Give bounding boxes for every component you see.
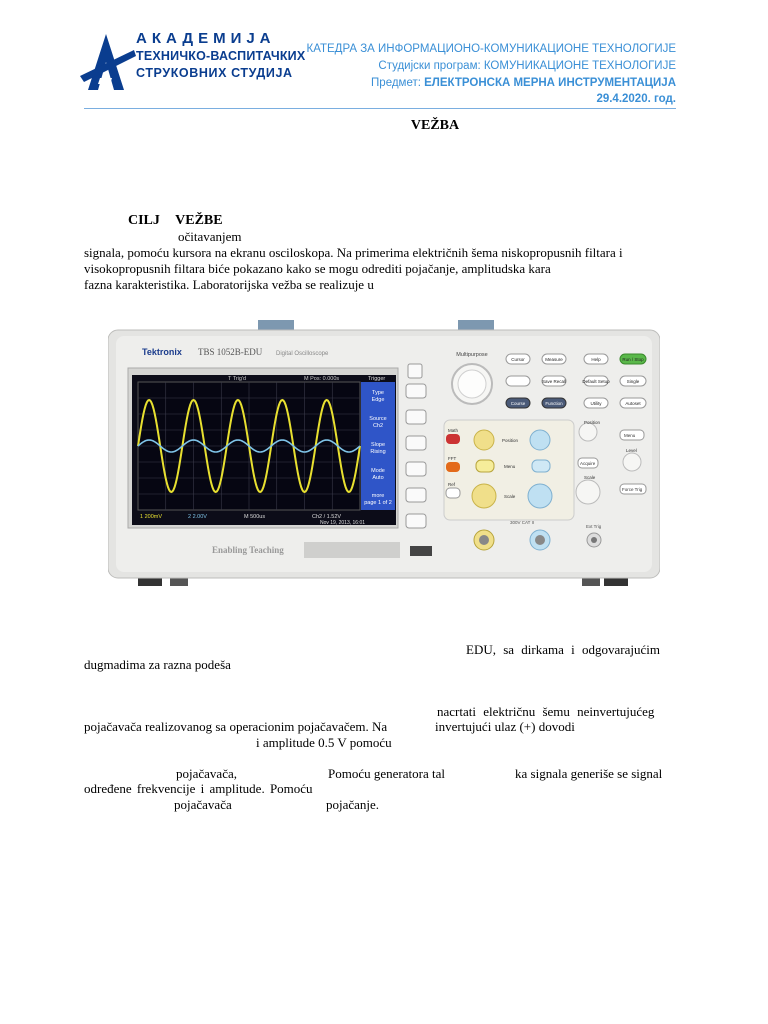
scope-readout-trigger: Ch2 / 1.52V xyxy=(312,514,342,520)
scope-menu-item-1-value: Edge xyxy=(371,397,385,403)
scope-menu-item-2-value: Ch2 xyxy=(372,423,384,429)
scope-menu-item-1-title: Type xyxy=(372,390,384,396)
logo-line-academy: АКАДЕМИЈА xyxy=(136,30,276,47)
goal-heading: CILJ VEŽBE xyxy=(128,213,223,228)
scope-label-level: Level xyxy=(626,448,637,453)
scope-label-h-position: Position xyxy=(584,420,601,425)
scope-menu-item-3-value: Rising xyxy=(370,449,386,455)
scope-button-utility: Utility xyxy=(590,401,602,406)
scope-model: TBS 1052B-EDU xyxy=(198,347,263,357)
body-fragment-1: EDU, sa dirkama i odgovarajućim xyxy=(466,642,660,657)
scope-menu-item-4-value: Auto xyxy=(372,475,384,481)
scope-button-default-setup: Default Setup xyxy=(582,379,610,384)
body-fragment-8: Pomoću generatora tal xyxy=(328,766,445,781)
scope-label-fft: FFT xyxy=(448,456,457,461)
body-fragment-2: dugmadima za razna podeša xyxy=(84,657,231,672)
scope-mpos: M Pos: 0.000s xyxy=(304,376,340,382)
body-fragment-7: pojačavača, xyxy=(176,766,237,781)
scope-brand: Tektronix xyxy=(142,347,182,357)
body-fragment-11: pojačavača xyxy=(174,797,232,812)
scope-label-position: Position xyxy=(502,438,519,443)
intro-line-4: fazna karakteristika. Laboratorijska vežba se realizuje u xyxy=(84,277,374,292)
scope-label-h-scale: Scale xyxy=(584,475,596,480)
scope-label-menu: Menu xyxy=(504,464,516,469)
scope-rating: 300V CAT II xyxy=(510,520,535,525)
body-fragment-5: invertujući ulaz (+) dovodi xyxy=(435,719,575,734)
header-subject-name: ЕЛЕКТРОНСКА МЕРНА ИНСТРУМЕНТАЦИЈА xyxy=(424,77,676,89)
scope-trig-status: T Trig'd xyxy=(228,376,247,382)
scope-button-save-recall: Save Recall xyxy=(541,379,567,384)
scope-readout-time: M 500us xyxy=(244,514,266,520)
scope-button-help: Help xyxy=(591,357,601,362)
scope-model-sub: Digital Oscilloscope xyxy=(276,351,329,357)
scope-label-acquire: Acquire xyxy=(580,461,596,466)
document-title: VEŽBA xyxy=(410,118,460,133)
scope-menu-title: Trigger xyxy=(368,376,386,382)
scope-date-readout: Nov 19, 2013, 16:01 xyxy=(320,520,366,526)
scope-button-measure: Measure xyxy=(545,357,563,362)
scope-label-force-trig: Force Trig xyxy=(622,487,643,492)
scope-label-scale: Scale xyxy=(504,494,516,499)
intro-line-1: očitavanjem xyxy=(178,229,242,244)
academy-logo-mark-icon xyxy=(76,28,140,98)
body-fragment-6: i amplitude 0.5 V pomoću xyxy=(256,735,392,750)
oscilloscope-photo xyxy=(108,320,660,588)
scope-label-math: Math xyxy=(448,428,459,433)
logo-line-technical: ТЕХНИЧКО-ВАСПИТАЧКИХ xyxy=(136,49,306,63)
scope-menu-item-5-title: more xyxy=(371,493,385,499)
scope-label-trigger-menu: Menu xyxy=(624,433,636,438)
body-fragment-10: određene frekvencije i amplitude. Pomoću xyxy=(84,781,313,796)
header-divider xyxy=(84,108,676,109)
body-fragment-4: pojačavača realizovanog sa operacionim pojačavačem. Na xyxy=(84,719,388,734)
scope-label-ref: Ref xyxy=(448,482,456,487)
intro-line-2: signala, pomoću kursora na ekranu osciloskopa. Na primerima električnih šema niskopropusnih filtara i xyxy=(84,245,623,260)
scope-readout-ch2: 2 2.00V xyxy=(188,514,207,520)
scope-tagline: Enabling Teaching xyxy=(212,545,284,555)
academy-logo xyxy=(76,28,306,98)
scope-button-autoset: Autoset xyxy=(625,401,641,406)
body-fragment-9: ka signala generiše se signal xyxy=(515,766,663,781)
scope-menu-item-2-title: Source xyxy=(369,416,387,422)
scope-button-run-stop: Run / Stop xyxy=(622,357,644,362)
intro-line-3: visokopropusnih filtara biće pokazano kako se mogu odrediti pojačanje, amplitudska kara xyxy=(84,261,551,276)
scope-multipurpose-label: Multipurpose xyxy=(456,352,488,358)
header-subject-prefix: Предмет: xyxy=(371,77,425,89)
scope-button-course: Course xyxy=(510,401,526,406)
header-subject xyxy=(371,77,676,89)
scope-menu-item-3-title: Slope xyxy=(370,442,386,448)
scope-button-cursor: Cursor xyxy=(511,357,525,362)
scope-menu-item-4-title: Mode xyxy=(371,468,385,474)
header-department: КАТЕДРА ЗА ИНФОРМАЦИОНО-КОМУНИКАЦИОНЕ ТЕХНОЛОГИЈЕ xyxy=(306,43,676,55)
scope-menu-item-5-value: page 1 of 2 xyxy=(364,500,392,506)
scope-readout-ch1: 1 200mV xyxy=(140,514,163,520)
header-date: 29.4.2020. год. xyxy=(596,93,676,105)
scope-button-single: Single xyxy=(626,379,640,384)
logo-line-studies: СТРУКОВНИХ СТУДИЈА xyxy=(136,66,293,80)
scope-ext-trig: Ext Trig xyxy=(586,524,602,529)
scope-button-function: Function xyxy=(545,401,563,406)
body-fragment-12: pojačanje. xyxy=(326,797,380,812)
header-program: Студијски програм: КОМУНИКАЦИОНЕ ТЕХНОЛОГИЈЕ xyxy=(378,60,676,72)
body-fragment-3: nacrtati električnu šemu neinvertujućeg xyxy=(437,704,655,719)
